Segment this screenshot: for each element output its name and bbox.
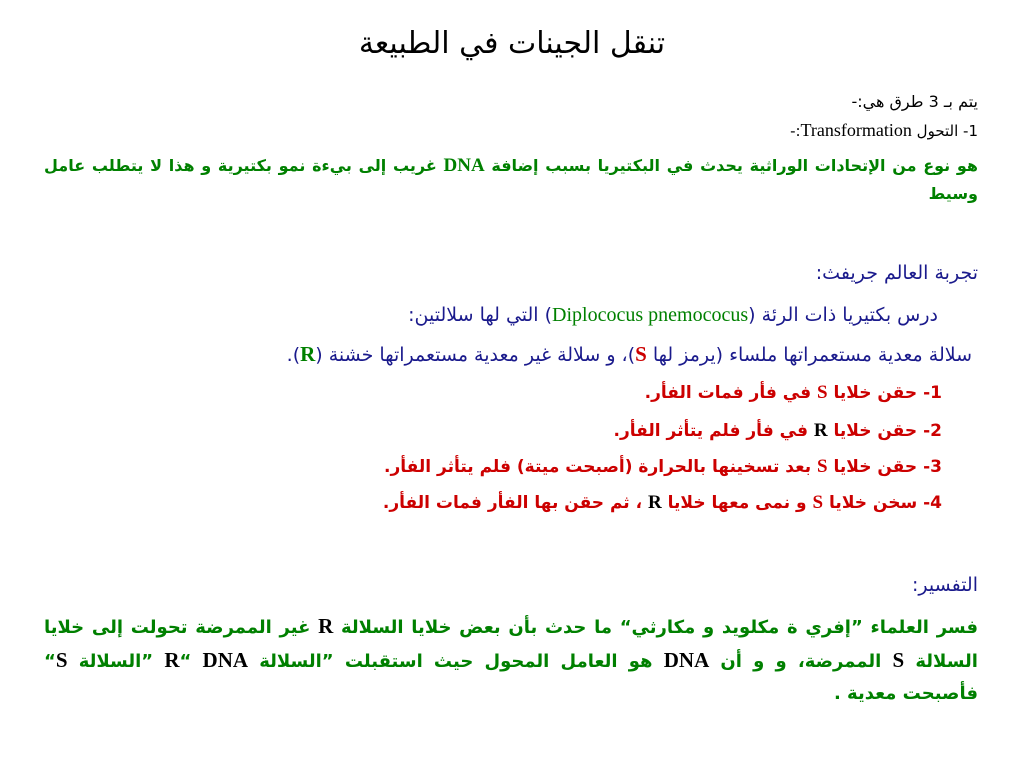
interp-s-2: S bbox=[55, 648, 68, 672]
definition-text-a: هو نوع من الإتحادات الوراثية يحدث في البكتيريا بسبب إضافة bbox=[491, 156, 978, 175]
step-text-a: سخن خلايا bbox=[829, 493, 918, 513]
step-letter: S bbox=[812, 492, 824, 513]
interp-text-6: ”السلالة bbox=[78, 651, 154, 672]
interp-text-2: غير الممرضة تحولت إلى خلايا السلالة bbox=[44, 617, 978, 672]
step-letter: S bbox=[817, 456, 828, 477]
step-letter: S bbox=[817, 382, 828, 403]
definition-text-b: غريب إلى بيءة نمو بكتيرية و هذا لا يتطلب عامل وسيط bbox=[44, 156, 978, 203]
interp-text-7: “ فأصبحت معدية . bbox=[44, 651, 978, 704]
interpretation-heading-text: التفسير: bbox=[912, 574, 978, 596]
interp-text-5: “ bbox=[179, 651, 192, 672]
step-number: 2- bbox=[923, 421, 942, 441]
step-letter: R bbox=[813, 420, 828, 441]
intro-text: يتم بـ 3 طرق هي:- bbox=[851, 92, 978, 111]
interp-s-1: S bbox=[892, 648, 905, 672]
step-3 bbox=[384, 456, 942, 478]
step-text-b: بعد تسخينها بالحرارة (أصبحت ميتة) فلم يتأثر الفأر. bbox=[384, 457, 812, 477]
studied-species: Diplococus pnemococus bbox=[552, 304, 749, 326]
experiment-heading-text: تجربة العالم جريفث: bbox=[815, 262, 978, 284]
studied-text-b: ) التي لها سلالتين: bbox=[408, 304, 553, 326]
interp-text-1: فسر العلماء ”إفري ة مكلويد و مكارثي“ ما حدث بأن بعض خلايا السلالة bbox=[341, 617, 978, 638]
step-1 bbox=[645, 382, 942, 404]
step-2 bbox=[614, 420, 943, 442]
step-letter-2: R bbox=[648, 492, 662, 513]
interp-dna-2: DNA bbox=[202, 648, 249, 672]
step-number: 3- bbox=[923, 457, 942, 477]
method1-term: Transformation bbox=[800, 120, 912, 140]
step-number: 1- bbox=[923, 383, 942, 403]
strains-text-a: سلالة معدية مستعمراتها ملساء (يرمز لها bbox=[652, 344, 972, 366]
step-text-a: حقن خلايا bbox=[833, 421, 918, 441]
strains-text-c: ). bbox=[286, 344, 301, 366]
strains-s: S bbox=[635, 342, 647, 366]
studied-line bbox=[408, 304, 938, 327]
step-text-b: و نمى معها خلايا bbox=[667, 493, 807, 513]
step-text-a: حقن خلايا bbox=[833, 457, 918, 477]
interp-text-4: هو العامل المحول حيث استقبلت ”السلالة bbox=[259, 651, 653, 672]
method1-suffix: :- bbox=[790, 122, 801, 140]
intro-line bbox=[851, 92, 978, 111]
interp-dna-1: DNA bbox=[663, 648, 710, 672]
interp-text-3: الممرضة، و و أن bbox=[720, 651, 882, 672]
interp-r-1: R bbox=[318, 614, 334, 638]
strains-line bbox=[287, 342, 972, 367]
method1-line bbox=[790, 120, 978, 141]
experiment-heading bbox=[816, 262, 978, 284]
strains-r: R bbox=[300, 342, 316, 366]
step-text-c: ، ثم حقن بها الفأر فمات الفأر. bbox=[382, 493, 643, 513]
strains-text-b: )، و سلالة غير معدية مستعمراتها خشنة ( bbox=[315, 344, 636, 366]
slide-title: تنقل الجينات في الطبيعة bbox=[358, 26, 666, 61]
step-text-b: في فأر فمات الفأر. bbox=[644, 383, 812, 403]
interpretation-paragraph bbox=[44, 610, 978, 710]
definition-paragraph bbox=[44, 152, 978, 208]
step-4 bbox=[383, 492, 942, 514]
method1-prefix: 1- التحول bbox=[916, 122, 978, 140]
definition-dna: DNA bbox=[443, 155, 485, 176]
step-text-a: حقن خلايا bbox=[833, 383, 918, 403]
interp-r-2: R bbox=[164, 648, 180, 672]
interpretation-heading bbox=[912, 574, 978, 596]
step-number: 4- bbox=[923, 493, 942, 513]
step-text-b: في فأر فلم يتأثر الفأر. bbox=[613, 421, 808, 441]
studied-text-a: درس بكتيريا ذات الرئة ( bbox=[748, 304, 938, 326]
